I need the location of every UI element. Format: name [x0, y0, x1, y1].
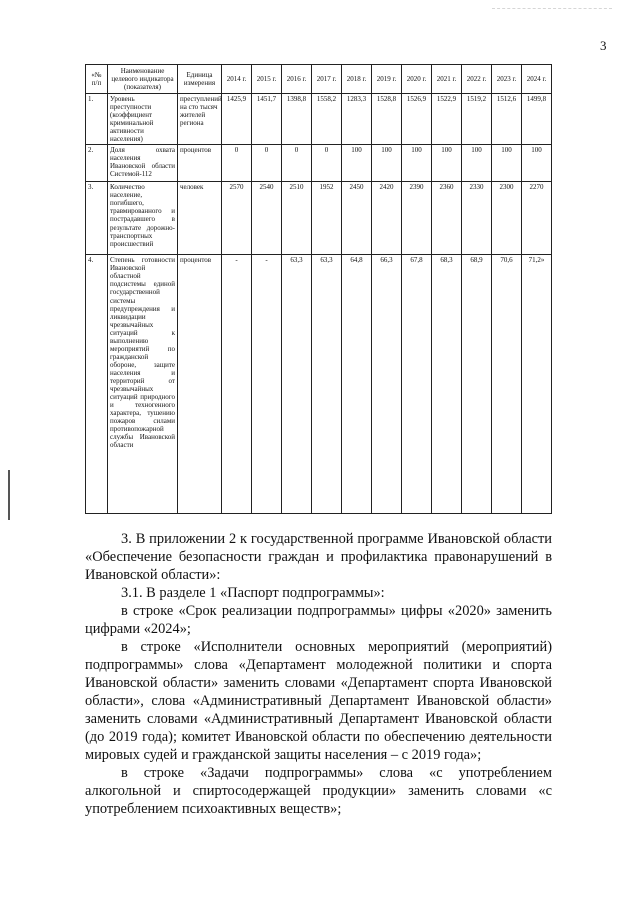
- value-cell: 2540: [252, 182, 282, 255]
- value-cell: 68,9: [462, 255, 492, 514]
- header-cell: 2018 г.: [342, 65, 372, 94]
- value-cell: 100: [432, 145, 462, 182]
- value-cell: 64,8: [342, 255, 372, 514]
- header-cell: 2017 г.: [312, 65, 342, 94]
- row-number: 1.: [86, 94, 108, 145]
- scan-artifact: [492, 2, 612, 9]
- paragraph: 3. В приложении 2 к государственной программе Ивановской области «Обеспечение безопасности граждан и профилактика правонарушений в Ивановской области»:: [85, 531, 552, 583]
- value-cell: 1526,9: [402, 94, 432, 145]
- indicator-name: Количество население, погибшего, травмированного и пострадавшего в результате дорожно-транспортных происшествий: [108, 182, 178, 255]
- value-cell: 1512,6: [492, 94, 522, 145]
- value-cell: 0: [312, 145, 342, 182]
- table-row: [86, 255, 552, 514]
- header-cell: 2020 г.: [402, 65, 432, 94]
- value-cell: -: [222, 255, 252, 514]
- unit-cell: процентов: [178, 145, 222, 182]
- value-cell: 0: [222, 145, 252, 182]
- scan-edge-mark: [8, 470, 10, 520]
- value-cell: 1283,3: [342, 94, 372, 145]
- value-cell: 2270: [522, 182, 552, 255]
- value-cell: 2420: [372, 182, 402, 255]
- value-cell: 2300: [492, 182, 522, 255]
- value-cell: 1952: [312, 182, 342, 255]
- page-number: 3: [600, 38, 607, 53]
- indicator-name: Доля охвата населения Ивановской области Системой-112: [108, 145, 178, 182]
- unit-cell: преступлений на сто тысяч жителей региона: [178, 94, 222, 145]
- value-cell: 100: [492, 145, 522, 182]
- value-cell: 1425,9: [222, 94, 252, 145]
- value-cell: 67,8: [402, 255, 432, 514]
- header-cell: Наименование целевого индикатора (показателя): [108, 65, 178, 94]
- indicator-table: [85, 64, 552, 514]
- amendment-text: [85, 530, 552, 818]
- row-number: 4.: [86, 255, 108, 514]
- value-cell: 100: [522, 145, 552, 182]
- value-cell: 2360: [432, 182, 462, 255]
- value-cell: 100: [402, 145, 432, 182]
- value-cell: 66,3: [372, 255, 402, 514]
- value-cell: 1451,7: [252, 94, 282, 145]
- header-cell: 2021 г.: [432, 65, 462, 94]
- row-number: 2.: [86, 145, 108, 182]
- unit-cell: человек: [178, 182, 222, 255]
- value-cell: 71,2»: [522, 255, 552, 514]
- paragraph: в строке «Срок реализации подпрограммы» цифры «2020» заменить цифрами «2024»;: [85, 603, 552, 637]
- indicator-name: Уровень преступности (коэффициент криминальной активности населения): [108, 94, 178, 145]
- value-cell: 1558,2: [312, 94, 342, 145]
- table-row: [86, 182, 552, 255]
- indicator-name: Степень готовности Ивановской областной подсистемы единой государственной системы предупреждения и ликвидации чрезвычайных ситуаций к выполнению мероприятий по гражданской обороне, защите населения и территорий от чрезвычайных ситуаций природного и техногенного характера, тушению пожаров силами противопожарной службы Ивановской области: [108, 255, 178, 514]
- value-cell: 100: [372, 145, 402, 182]
- paragraph: в строке «Задачи подпрограммы» слова «с употреблением алкогольной и спиртосодержащей продукции» заменить словами «с употреблением психоактивных веществ»;: [85, 765, 552, 817]
- value-cell: 2330: [462, 182, 492, 255]
- value-cell: 63,3: [312, 255, 342, 514]
- unit-cell: процентов: [178, 255, 222, 514]
- value-cell: -: [252, 255, 282, 514]
- value-cell: 2570: [222, 182, 252, 255]
- value-cell: 100: [342, 145, 372, 182]
- table-row: [86, 145, 552, 182]
- value-cell: 2390: [402, 182, 432, 255]
- header-cell: «№ п/п: [86, 65, 108, 94]
- value-cell: 68,3: [432, 255, 462, 514]
- header-cell: 2015 г.: [252, 65, 282, 94]
- header-cell: 2019 г.: [372, 65, 402, 94]
- value-cell: 1528,8: [372, 94, 402, 145]
- value-cell: 1522,9: [432, 94, 462, 145]
- value-cell: 0: [252, 145, 282, 182]
- paragraph: в строке «Исполнители основных мероприятий (мероприятий) подпрограммы» слова «Департамент молодежной политики и спорта Ивановской области» заменить словами «Департамент спорта Ивановской области», слова «Административный Департамент Ивановской области» заменить словами «Административный Департамент Ивановской области (до 2019 года); комитет Ивановской области по обеспечению деятельности мировых судей и гражданской защиты населения – с 2019 года»;: [85, 639, 552, 763]
- value-cell: 100: [462, 145, 492, 182]
- header-cell: 2023 г.: [492, 65, 522, 94]
- paragraph: 3.1. В разделе 1 «Паспорт подпрограммы»:: [121, 585, 385, 601]
- value-cell: 70,6: [492, 255, 522, 514]
- header-cell: 2016 г.: [282, 65, 312, 94]
- value-cell: 63,3: [282, 255, 312, 514]
- table-header-row: [86, 65, 552, 94]
- row-number: 3.: [86, 182, 108, 255]
- value-cell: 1499,8: [522, 94, 552, 145]
- header-cell: 2024 г.: [522, 65, 552, 94]
- table-row: [86, 94, 552, 145]
- header-cell: Единица измерения: [178, 65, 222, 94]
- value-cell: 1398,8: [282, 94, 312, 145]
- value-cell: 2450: [342, 182, 372, 255]
- header-cell: 2014 г.: [222, 65, 252, 94]
- value-cell: 1519,2: [462, 94, 492, 145]
- value-cell: 0: [282, 145, 312, 182]
- header-cell: 2022 г.: [462, 65, 492, 94]
- value-cell: 2510: [282, 182, 312, 255]
